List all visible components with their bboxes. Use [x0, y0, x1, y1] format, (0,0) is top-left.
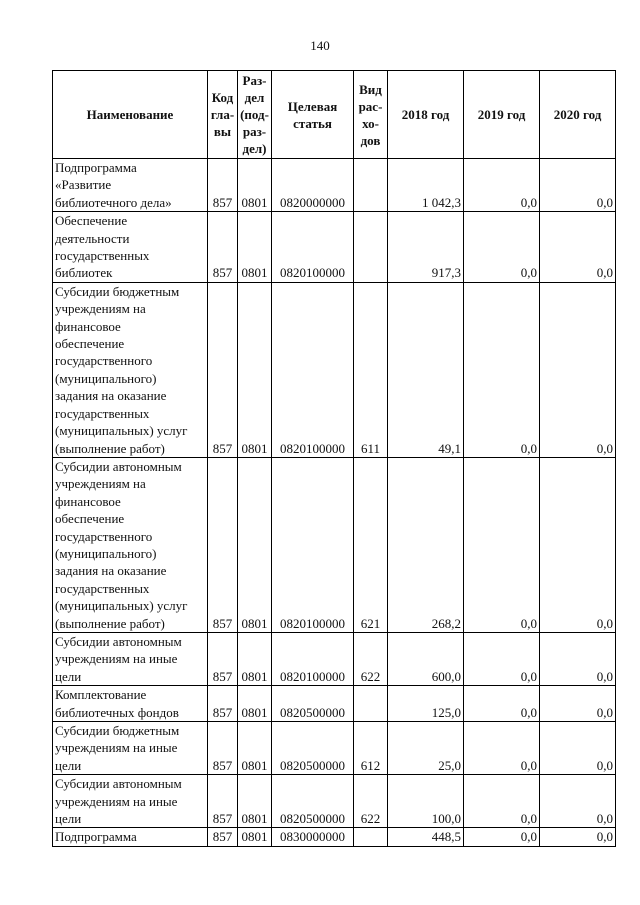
row-2020-cell: 0,0 — [540, 775, 616, 828]
row-2018-cell: 917,3 — [388, 212, 464, 283]
row-kind-cell: 621 — [354, 457, 388, 632]
table-row — [53, 828, 616, 846]
budget-table — [52, 70, 616, 847]
row-section-cell: 0801 — [238, 775, 272, 828]
row-2018-cell: 49,1 — [388, 282, 464, 457]
table-header-row — [53, 71, 616, 159]
row-name-cell: Подпрограмма — [53, 828, 208, 846]
row-section-cell: 0801 — [238, 686, 272, 722]
row-section-cell: 0801 — [238, 159, 272, 212]
row-target-cell: 0820100000 — [272, 282, 354, 457]
row-2019-cell: 0,0 — [464, 457, 540, 632]
header-section: Раз- дел (под- раз- дел) — [238, 71, 272, 159]
row-2018-cell: 125,0 — [388, 686, 464, 722]
row-name-cell: Субсидии автономным учреждениям на иные цели — [53, 632, 208, 685]
row-name-cell: Субсидии автономным учреждениям на финансовое обеспечение государственного (муниципального) задания на оказание государственных (муниципальных) услуг (выполнение работ) — [53, 457, 208, 632]
row-target-cell: 0820000000 — [272, 159, 354, 212]
header-code: Код гла- вы — [208, 71, 238, 159]
row-code-cell: 857 — [208, 686, 238, 722]
row-code-cell: 857 — [208, 159, 238, 212]
table-row — [53, 632, 616, 685]
row-name-cell: Субсидии автономным учреждениям на иные цели — [53, 775, 208, 828]
row-2019-cell: 0,0 — [464, 722, 540, 775]
row-code-cell: 857 — [208, 775, 238, 828]
row-2018-cell: 600,0 — [388, 632, 464, 685]
row-target-cell: 0820500000 — [272, 686, 354, 722]
table-row — [53, 282, 616, 457]
row-2020-cell: 0,0 — [540, 159, 616, 212]
table-row — [53, 159, 616, 212]
table-row — [53, 457, 616, 632]
row-2018-cell: 448,5 — [388, 828, 464, 846]
row-target-cell: 0820100000 — [272, 632, 354, 685]
row-section-cell: 0801 — [238, 722, 272, 775]
row-section-cell: 0801 — [238, 828, 272, 846]
row-2018-cell: 1 042,3 — [388, 159, 464, 212]
header-2020: 2020 год — [540, 71, 616, 159]
row-target-cell: 0820500000 — [272, 775, 354, 828]
row-section-cell: 0801 — [238, 212, 272, 283]
row-name-cell: Субсидии бюджетным учреждениям на финансовое обеспечение государственного (муниципального) задания на оказание государственных (муниципальных) услуг (выполнение работ) — [53, 282, 208, 457]
row-name-cell: Подпрограмма «Развитие библиотечного дела» — [53, 159, 208, 212]
row-kind-cell — [354, 828, 388, 846]
row-2018-cell: 25,0 — [388, 722, 464, 775]
row-target-cell: 0820100000 — [272, 212, 354, 283]
row-2019-cell: 0,0 — [464, 632, 540, 685]
page-number: 140 — [310, 38, 330, 53]
row-code-cell: 857 — [208, 212, 238, 283]
row-kind-cell: 622 — [354, 632, 388, 685]
row-2018-cell: 268,2 — [388, 457, 464, 632]
row-2020-cell: 0,0 — [540, 212, 616, 283]
row-2019-cell: 0,0 — [464, 159, 540, 212]
table-row — [53, 686, 616, 722]
row-2020-cell: 0,0 — [540, 722, 616, 775]
row-section-cell: 0801 — [238, 632, 272, 685]
row-kind-cell — [354, 686, 388, 722]
row-code-cell: 857 — [208, 457, 238, 632]
header-target: Целевая статья — [272, 71, 354, 159]
row-2019-cell: 0,0 — [464, 282, 540, 457]
row-2019-cell: 0,0 — [464, 686, 540, 722]
header-kind: Вид рас- хо- дов — [354, 71, 388, 159]
table-row — [53, 775, 616, 828]
row-2018-cell: 100,0 — [388, 775, 464, 828]
row-kind-cell: 612 — [354, 722, 388, 775]
row-2020-cell: 0,0 — [540, 632, 616, 685]
row-name-cell: Комплектование библиотечных фондов — [53, 686, 208, 722]
row-target-cell: 0820500000 — [272, 722, 354, 775]
table-row — [53, 722, 616, 775]
row-kind-cell: 622 — [354, 775, 388, 828]
row-2019-cell: 0,0 — [464, 828, 540, 846]
row-kind-cell — [354, 159, 388, 212]
row-name-cell: Субсидии бюджетным учреждениям на иные цели — [53, 722, 208, 775]
row-2020-cell: 0,0 — [540, 457, 616, 632]
row-kind-cell: 611 — [354, 282, 388, 457]
row-target-cell: 0820100000 — [272, 457, 354, 632]
row-2020-cell: 0,0 — [540, 828, 616, 846]
row-2020-cell: 0,0 — [540, 282, 616, 457]
header-2019: 2019 год — [464, 71, 540, 159]
header-2018: 2018 год — [388, 71, 464, 159]
row-name-cell: Обеспечение деятельности государственных библиотек — [53, 212, 208, 283]
row-2019-cell: 0,0 — [464, 775, 540, 828]
row-kind-cell — [354, 212, 388, 283]
row-code-cell: 857 — [208, 828, 238, 846]
row-code-cell: 857 — [208, 722, 238, 775]
row-code-cell: 857 — [208, 282, 238, 457]
row-section-cell: 0801 — [238, 457, 272, 632]
table-row — [53, 212, 616, 283]
row-target-cell: 0830000000 — [272, 828, 354, 846]
row-section-cell: 0801 — [238, 282, 272, 457]
header-name: Наименование — [53, 71, 208, 159]
row-2019-cell: 0,0 — [464, 212, 540, 283]
row-code-cell: 857 — [208, 632, 238, 685]
row-2020-cell: 0,0 — [540, 686, 616, 722]
